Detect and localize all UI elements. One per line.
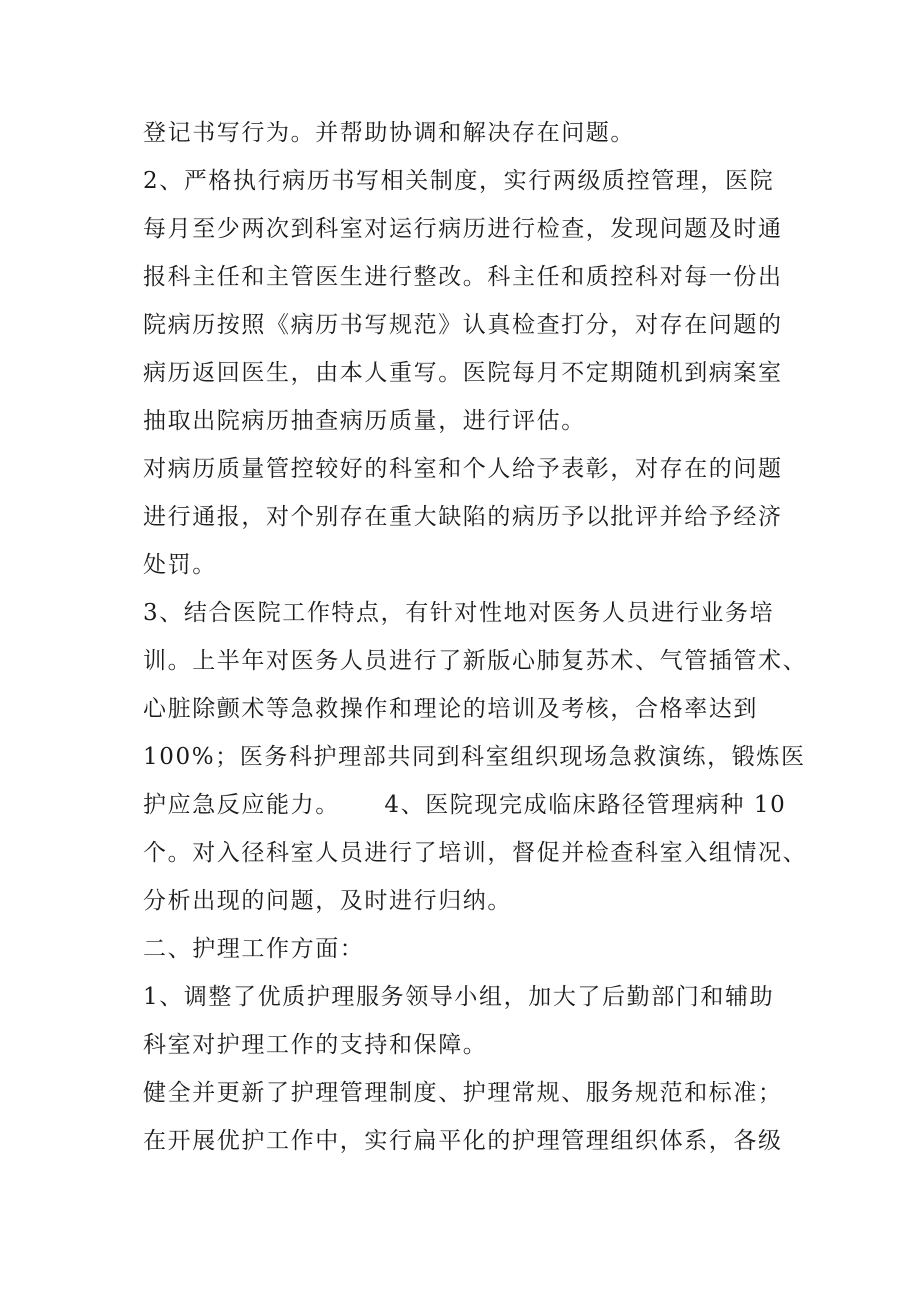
- text-line: 健全并更新了护理管理制度、护理常规、服务规范和标准；: [143, 1080, 783, 1106]
- text-line: 病历返回医生，由本人重写。医院每月不定期随机到病案室: [143, 360, 783, 386]
- text-line: 训。上半年对医务人员进行了新版心肺复苏术、气管插管术、: [143, 648, 808, 674]
- text-line: 报科主任和主管医生进行整改。科主任和质控科对每一份出: [143, 264, 783, 290]
- text-line: 院病历按照《病历书写规范》认真检查打分，对存在问题的: [143, 312, 783, 338]
- text-line: 心脏除颤术等急救操作和理论的培训及考核，合格率达到: [143, 696, 758, 722]
- text-line: 科室对护理工作的支持和保障。: [143, 1032, 488, 1058]
- text-line: 对病历质量管控较好的科室和个人给予表彰，对存在的问题: [143, 456, 783, 482]
- text-line: 100%；医务科护理部共同到科室组织现场急救演练，锻炼医: [143, 744, 806, 770]
- section-heading: 二、护理工作方面：: [143, 936, 365, 962]
- text-line: 进行通报，对个别存在重大缺陷的病历予以批评并给予经济: [143, 504, 783, 530]
- text-line: 每月至少两次到科室对运行病历进行检查，发现问题及时通: [143, 216, 783, 242]
- text-line: 3、结合医院工作特点，有针对性地对医务人员进行业务培: [143, 600, 775, 626]
- document-body: [143, 109, 808, 1165]
- text-line: 1、调整了优质护理服务领导小组，加大了后勤部门和辅助: [143, 984, 775, 1010]
- text-line: 分析出现的问题，及时进行归纳。: [143, 888, 512, 914]
- text-line: 护应急反应能力。 4、医院现完成临床路径管理病种 10: [143, 792, 787, 818]
- text-line: 个。对入径科室人员进行了培训，督促并检查科室入组情况、: [143, 840, 808, 866]
- text-line: 处罚。: [143, 552, 217, 578]
- text-line: 抽取出院病历抽查病历质量，进行评估。: [143, 408, 586, 434]
- text-line: 2、严格执行病历书写相关制度，实行两级质控管理，医院: [143, 168, 775, 194]
- text-line: 登记书写行为。并帮助协调和解决存在问题。: [143, 120, 635, 146]
- text-line: 在开展优护工作中，实行扁平化的护理管理组织体系，各级: [143, 1128, 783, 1154]
